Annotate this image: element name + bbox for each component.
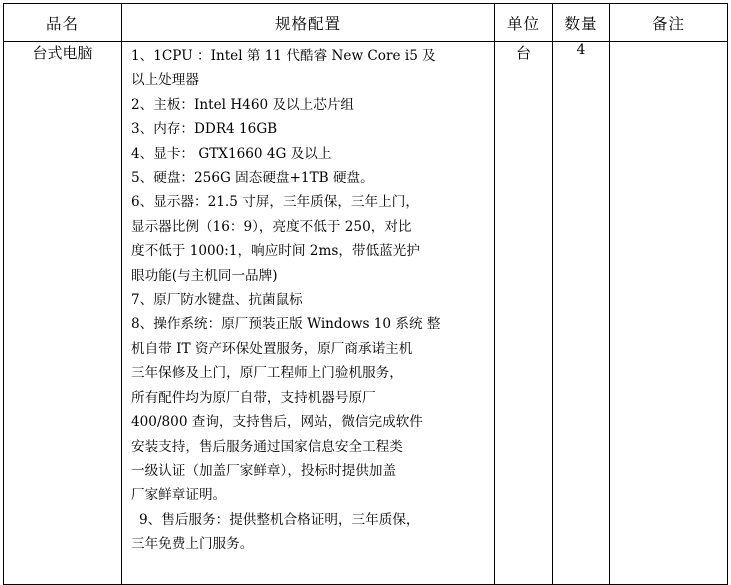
spec-line: 显示器比例（16：9），亮度不低于 250，对比 (131, 218, 412, 235)
header-unit: 单位 (495, 4, 553, 42)
unit-cell: 台 (495, 42, 553, 585)
spec-line: 7、原厂防水键盘、抗菌鼠标 (131, 292, 303, 309)
item-name-cell: 台式电脑 (4, 42, 122, 585)
spec-line: 5、硬盘：256G 固态硬盘+1TB 硬盘。 (131, 170, 374, 187)
header-name: 品名 (4, 4, 122, 42)
spec-line: 安装支持，售后服务通过国家信息安全工程类 (131, 438, 403, 455)
header-note: 备注 (610, 4, 728, 42)
spec-list (131, 44, 488, 557)
quantity-cell: 4 (553, 42, 610, 585)
spec-line: 厂家鲜章证明。 (131, 487, 227, 504)
spec-line: 机自带 IT 资产环保处置服务，原厂商承诺主机 (131, 340, 413, 357)
spec-line: 1、1CPU ：Intel 第 11 代酷睿 New Core i5 及 (131, 48, 436, 64)
spec-cell (122, 42, 495, 585)
spec-line: 一级认证（加盖厂家鲜章），投标时提供加盖 (131, 462, 397, 479)
spec-line: 9、售后服务：提供整机合格证明，三年质保， (139, 511, 420, 528)
spec-line: 6、显示器：21.5 寸屏，三年质保，三年上门， (131, 194, 419, 211)
note-cell (610, 42, 728, 585)
header-row (4, 4, 728, 42)
spec-line: 以上处理器 (131, 72, 199, 89)
spec-line: 2、主板：Intel H460 及以上芯片组 (131, 96, 355, 113)
spec-line: 4、显卡： GTX1660 4G 及以上 (131, 145, 332, 162)
spec-table (3, 3, 728, 585)
spec-line: 三年免费上门服务。 (131, 536, 254, 553)
spec-line: 所有配件均为原厂自带，支持机器号原厂 (131, 389, 376, 406)
spec-line: 三年保修及上门，原厂工程师上门验机服务， (131, 365, 403, 382)
table-row (4, 42, 728, 585)
spec-line: 度不低于 1000:1，响应时间 2ms，带低蓝光护 (131, 243, 420, 260)
header-spec: 规格配置 (122, 4, 495, 42)
spec-line: 8、操作系统：原厂预装正版 Windows 10 系统 整 (131, 316, 441, 333)
spec-line: 眼功能(与主机同一品牌) (131, 267, 278, 284)
header-qty: 数量 (553, 4, 610, 42)
spec-line: 3、内存：DDR4 16GB (131, 121, 278, 138)
spec-line: 400/800 查询，支持售后，网站，微信完成软件 (131, 414, 423, 431)
